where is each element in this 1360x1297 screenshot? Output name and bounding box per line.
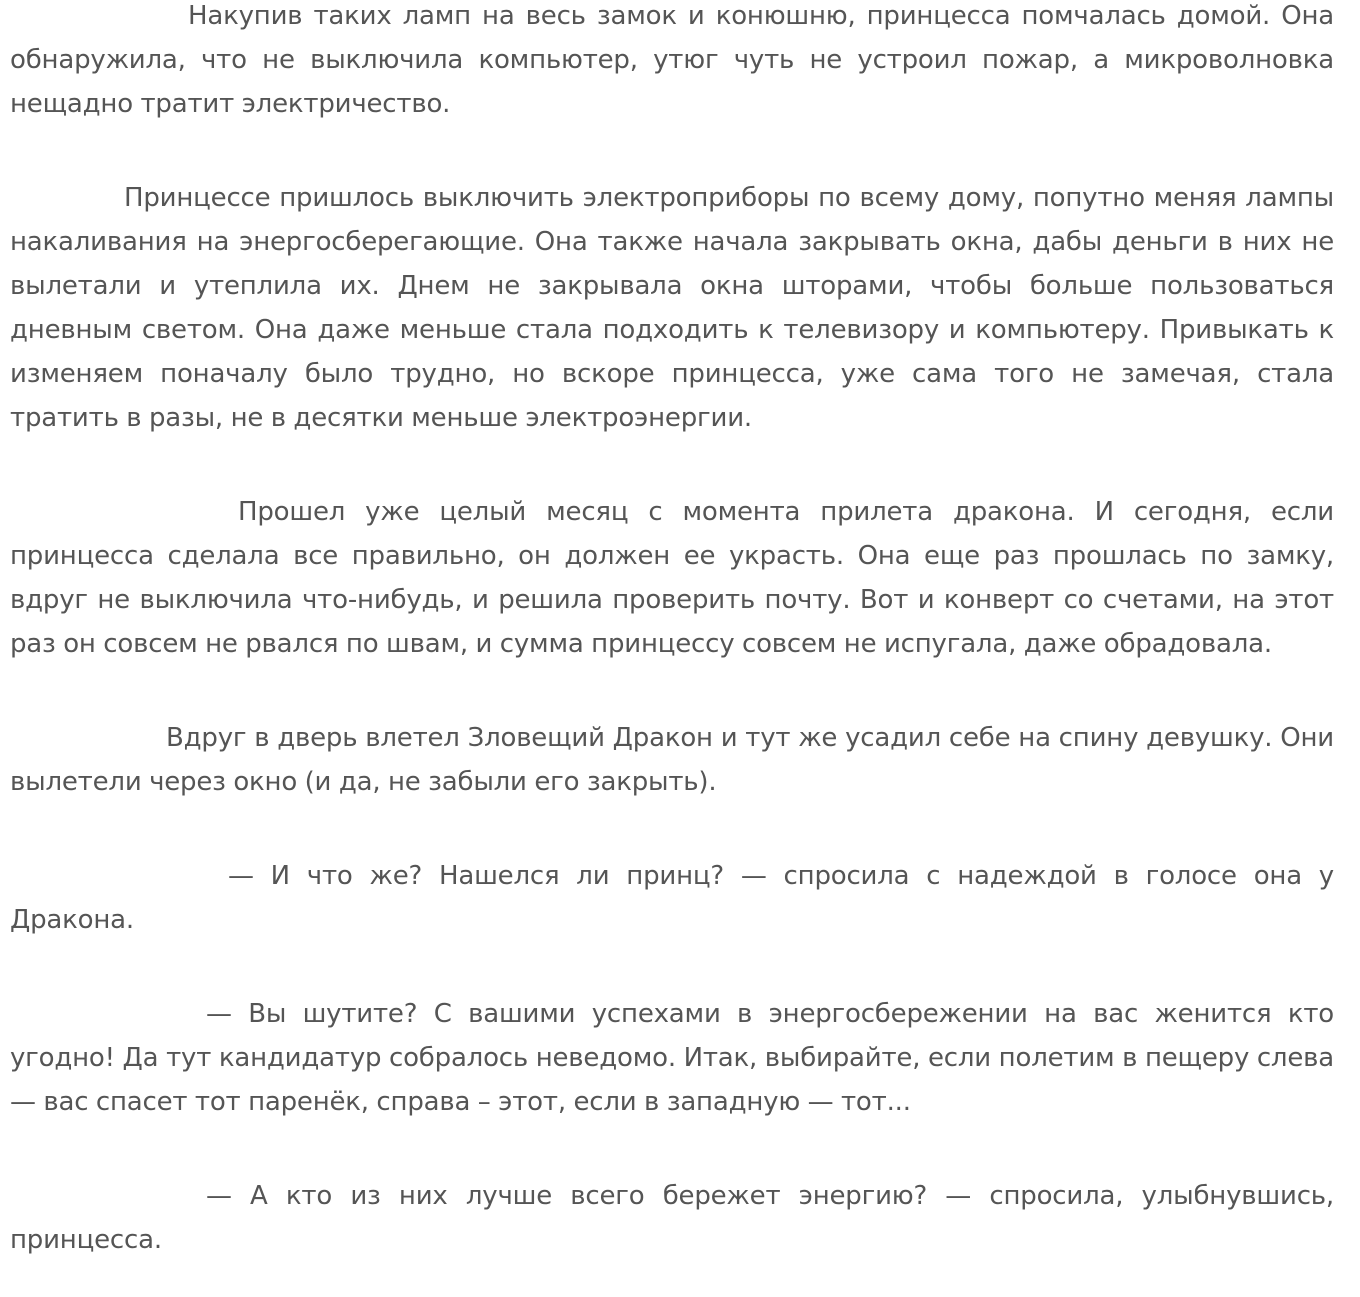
paragraph-energy-saving: Принцессе пришлось выключить электроприборы по всему дому, попутно меняя лампы накаливания на энергосберегающие. Она также начала закрывать окна, дабы деньги в них не вылетали и утеплила их. Днем не закрывала окна шторами, чтобы больше пользоваться дневным светом. Она даже меньше стала подходить к телевизору и компьютеру. Привыкать к изменяем поначалу было трудно, но вскоре принцесса, уже сама того не замечая, стала тратить в разы, не в десятки меньше электроэнергии. xyxy=(10,183,1334,433)
paragraph-dragon-arrives: Вдруг в дверь влетел Зловещий Дракон и тут же усадил себе на спину девушку. Они вылетели через окно (и да, не забыли его закрыть). xyxy=(10,723,1334,797)
paragraph-lamps: Накупив таких ламп на весь замок и конюшню, принцесса помчалась домой. Она обнаружила, что не выключила компьютер, утюг чуть не устроил пожар, а микроволновка нещадно тратит электричество. xyxy=(10,1,1334,119)
paragraph-dialogue-prince: — И что же? Нашелся ли принц? — спросила с надеждой в голосе она у Дракона. xyxy=(10,861,1334,935)
paragraph-month-passed: Прошел уже целый месяц с момента прилета дракона. И сегодня, если принцесса сделала все правильно, он должен ее украсть. Она еще раз прошлась по замку, вдруг не выключила что-нибудь, и решила проверить почту. Вот и конверт со счетами, на этот раз он совсем не рвался по швам, и сумма принцессу совсем не испугала, даже обрадовала. xyxy=(10,497,1334,659)
paragraph-dialogue-dragon: — Вы шутите? С вашими успехами в энергосбережении на вас женится кто угодно! Да тут кандидатур собралось неведомо. Итак, выбирайте, если полетим в пещеру слева — вас спасет тот паренёк, справа – этот, если в западную — тот... xyxy=(10,999,1334,1117)
paragraph-dialogue-princess: — А кто из них лучше всего бережет энергию? — спросила, улыбнувшись, принцесса. xyxy=(10,1181,1334,1255)
story-text xyxy=(10,0,1334,1262)
